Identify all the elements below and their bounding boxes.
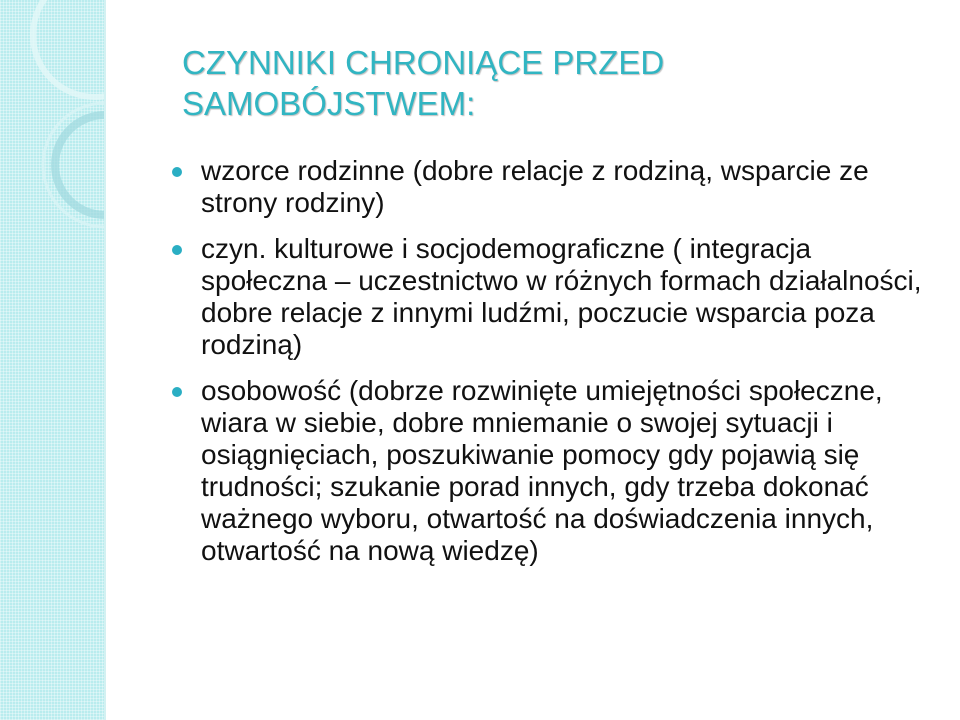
bullet-text: wzorce rodzinne (dobre relacje z rodziną, wsparcie ze strony rodziny) (201, 155, 869, 218)
bullet-item-cultural (172, 233, 932, 361)
side-band-edge (104, 0, 106, 720)
bullet-dot-icon (172, 167, 182, 177)
decorative-rings (0, 0, 106, 720)
bullet-dot-icon (172, 245, 182, 255)
bullet-item-personality (172, 375, 932, 567)
slide-title (182, 42, 882, 124)
bullet-text: czyn. kulturowe i socjodemograficzne ( integracja społeczna – uczestnictwo w różnych formach działalności, dobre relacje z innymi ludźmi, poczucie wsparcia poza rodziną) (201, 233, 922, 360)
bullet-list (172, 155, 932, 581)
decorative-side-band (0, 0, 106, 720)
bullet-dot-icon (172, 387, 182, 397)
bullet-text: osobowość (dobrze rozwinięte umiejętności społeczne, wiara w siebie, dobre mniemanie o swojej sytuacji i osiągnięciach, poszukiwanie pomocy gdy pojawią się trudności; szukanie porad innych, gdy trzeba dokonać ważnego wyboru, otwartość na doświadczenia innych, otwartość na nową wiedzę) (201, 375, 883, 566)
bullet-item-family (172, 155, 932, 219)
slide-title-line-2: SAMOBÓJSTWEM: (182, 85, 476, 122)
slide-title-line-1: CZYNNIKI CHRONIĄCE PRZED (182, 44, 665, 81)
